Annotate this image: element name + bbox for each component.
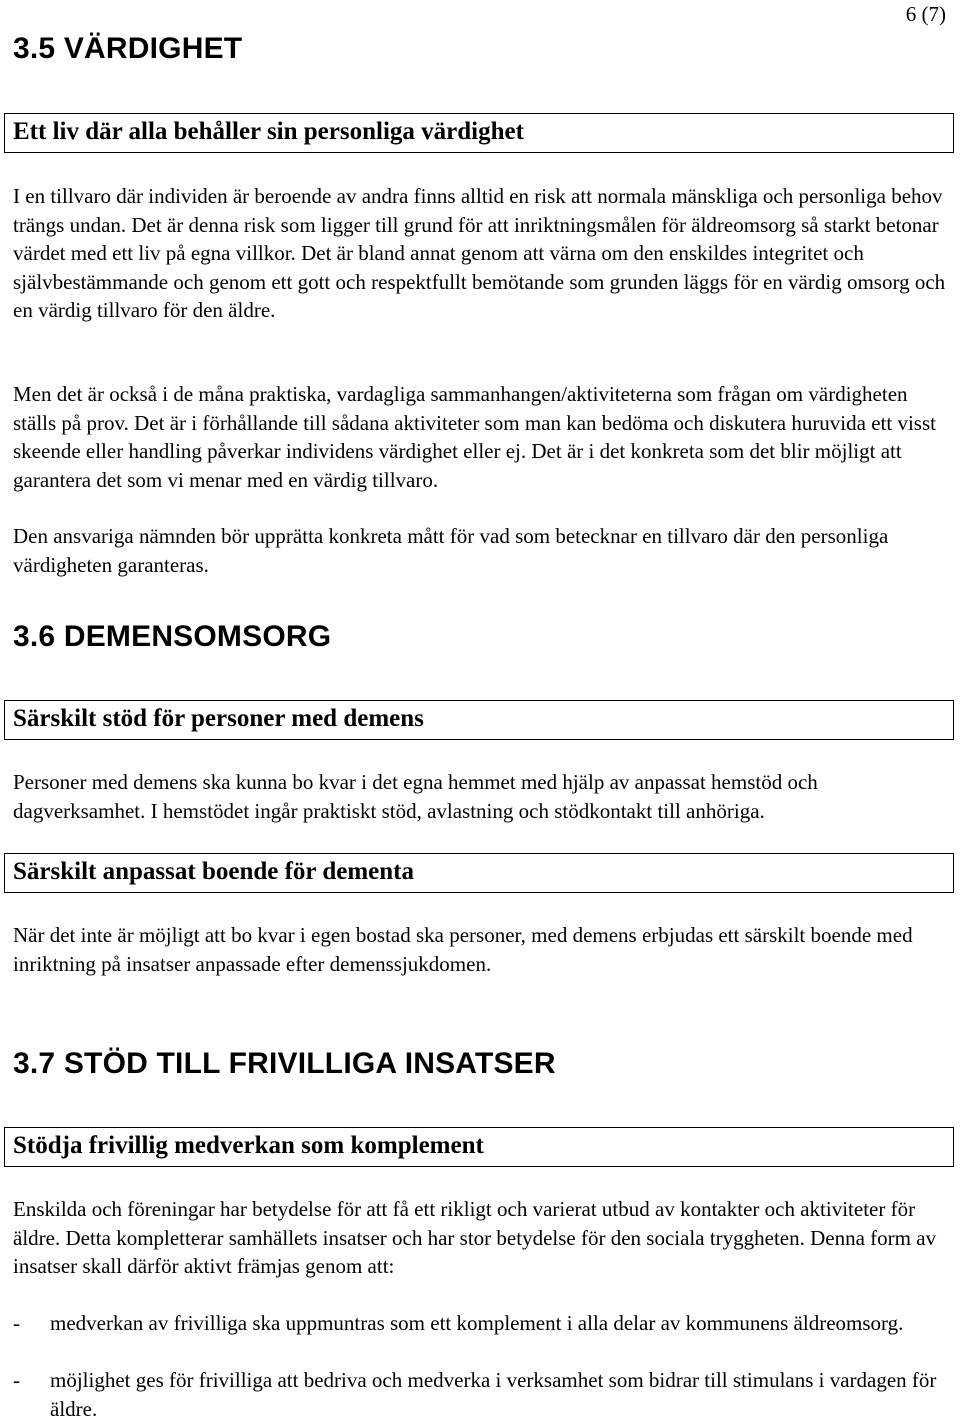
subheading-frivillig-medverkan: Stödja frivillig medverkan som komplement <box>4 1127 954 1167</box>
list-item <box>13 1309 948 1338</box>
list-item-text: möjlighet ges för frivilliga att bedriva och medverka i verksamhet som bidrar till stimulans i vardagen för äldre. <box>50 1368 937 1421</box>
paragraph-frivilliga: Enskilda och föreningar har betydelse för att få ett rikligt och varierat utbud av kontakter och aktiviteter för äldre. Detta kompletterar samhällets insatser och har stor betydelse för den sociala tryggheten. Denna form av insatser skall därför aktivt främjas genom att: <box>13 1197 937 1278</box>
subheading-personlig-vardighet: Ett liv där alla behåller sin personliga värdighet <box>4 113 954 153</box>
subheading-stod-demens: Särskilt stöd för personer med demens <box>4 700 954 740</box>
page-number: 6 (7) <box>905 2 946 26</box>
list-dash: - <box>13 1368 20 1392</box>
list-item-text: medverkan av frivilliga ska uppmuntras som ett komplement i alla delar av kommunens äldreomsorg. <box>50 1311 904 1335</box>
section-heading-vardighet: 3.5 VÄRDIGHET <box>13 32 243 65</box>
subheading-boende-dementa: Särskilt anpassat boende för dementa <box>4 853 954 893</box>
list-dash: - <box>13 1311 20 1335</box>
section-heading-demensomsorg: 3.6 DEMENSOMSORG <box>13 620 332 653</box>
paragraph-demens-1: Personer med demens ska kunna bo kvar i det egna hemmet med hjälp av anpassat hemstöd och dagverksamhet. I hemstödet ingår praktiskt stöd, avlastning och stödkontakt till anhöriga. <box>13 770 818 823</box>
paragraph-vardighet-3: Den ansvariga nämnden bör upprätta konkreta mått för vad som betecknar en tillvaro där den personliga värdigheten garanteras. <box>13 524 889 577</box>
paragraph-demens-2: När det inte är möjligt att bo kvar i egen bostad ska personer, med demens erbjudas ett särskilt boende med inriktning på insatser anpassade efter demenssjukdomen. <box>13 923 913 976</box>
section-heading-frivilliga-insatser: 3.7 STÖD TILL FRIVILLIGA INSATSER <box>13 1047 556 1080</box>
paragraph-vardighet-2: Men det är också i de måna praktiska, vardagliga sammanhangen/aktiviteterna som frågan om värdigheten ställs på prov. Det är i förhållande till sådana aktiviteter som man kan bedöma och diskutera huruvida ett visst skeende eller handling påverkar individens värdighet eller ej. Det är i det konkreta som det blir möjligt att garantera det som vi menar med en värdig tillvaro. <box>13 382 936 492</box>
list-item <box>13 1366 948 1423</box>
paragraph-vardighet-1: I en tillvaro där individen är beroende av andra finns alltid en risk att normala mänskliga och personliga behov trängs undan. Det är denna risk som ligger till grund för att inriktningsmålen för äldreomsorg så starkt betonar värdet med ett liv på egna villkor. Det är bland annat genom att värna om den enskildes integritet och självbestämmande och genom ett gott och respektfullt bemötande som grunden läggs för en värdig omsorg och en värdig tillvaro för den äldre. <box>13 184 946 322</box>
